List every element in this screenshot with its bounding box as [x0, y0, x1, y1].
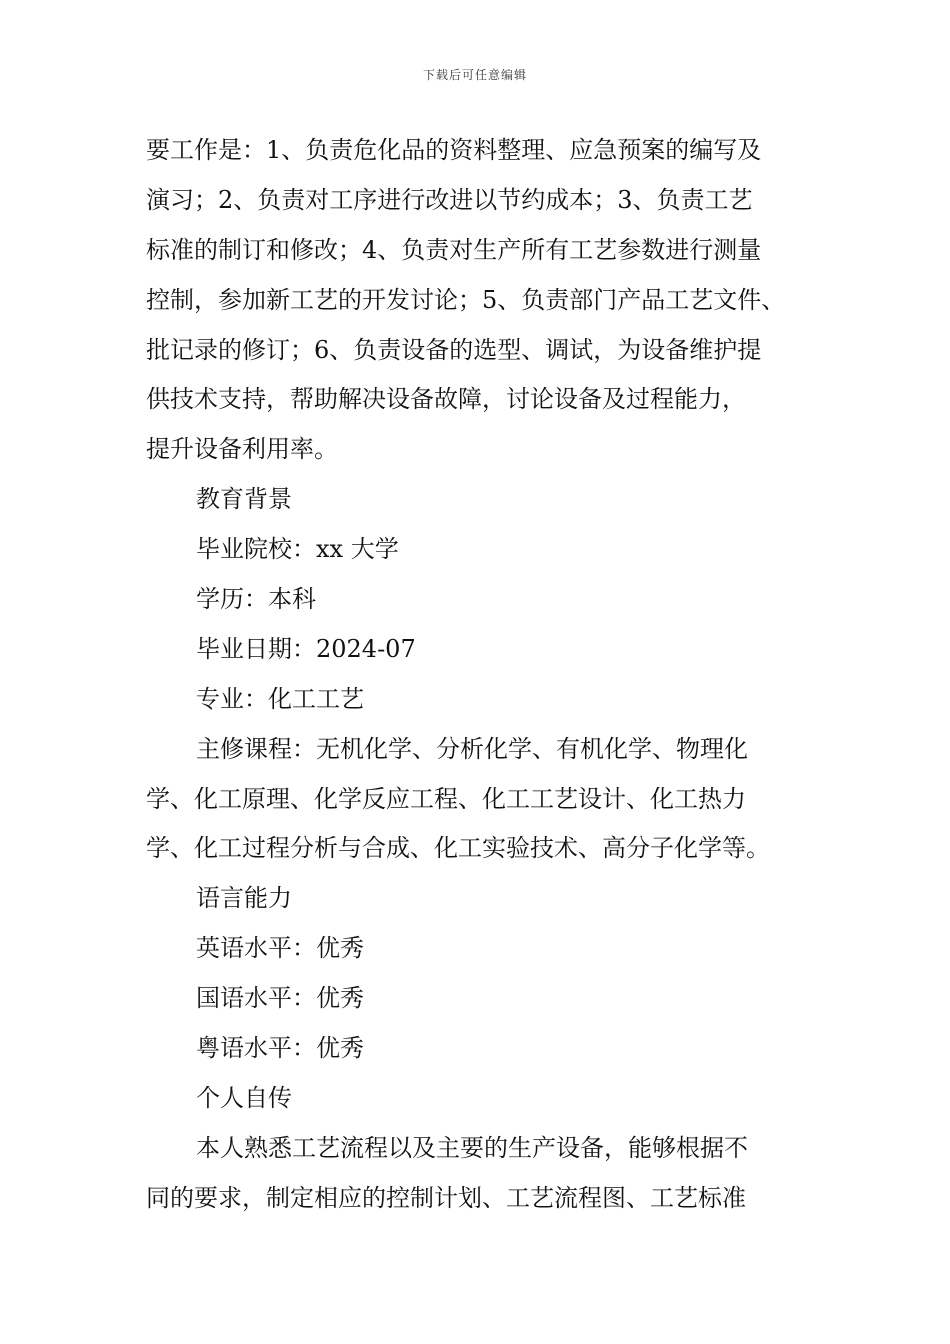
mandarin-level: 国语水平：优秀: [196, 984, 364, 1013]
degree: 学历：本科: [196, 585, 316, 614]
english-level: 英语水平：优秀: [196, 934, 364, 963]
courses-line: 学、化工原理、化学反应工程、化工工艺设计、化工热力: [146, 784, 746, 813]
section-heading-autobiography: 个人自传: [196, 1083, 292, 1112]
section-heading-language: 语言能力: [196, 884, 292, 913]
autobiography-line: 本人熟悉工艺流程以及主要的生产设备，能够根据不: [196, 1133, 748, 1162]
paragraph-line: 批记录的修订；6、负责设备的选型、调试，为设备维护提: [146, 335, 762, 364]
section-heading-education: 教育背景: [196, 485, 292, 514]
paragraph-line: 控制，参加新工艺的开发讨论；5、负责部门产品工艺文件、: [146, 285, 786, 314]
autobiography-line: 同的要求，制定相应的控制计划、工艺流程图、工艺标准: [146, 1183, 746, 1212]
paragraph-line: 演习；2、负责对工序进行改进以节约成本；3、负责工艺: [146, 185, 753, 214]
paragraph-line: 标准的制订和修改；4、负责对生产所有工艺参数进行测量: [146, 235, 762, 264]
paragraph-line: 要工作是：1、负责危化品的资料整理、应急预案的编写及: [146, 136, 762, 164]
header-note: 下载后可任意编辑: [422, 68, 527, 82]
paragraph-line: 供技术支持，帮助解决设备故障，讨论设备及过程能力，: [146, 385, 746, 414]
paragraph-line: 提升设备利用率。: [146, 435, 338, 464]
document-body: [146, 126, 816, 1224]
graduate-school: 毕业院校：xx 大学: [196, 535, 399, 564]
courses-line: 主修课程：无机化学、分析化学、有机化学、物理化: [196, 734, 748, 763]
major: 专业：化工工艺: [196, 684, 364, 713]
graduation-date: 毕业日期：2024-07: [196, 634, 416, 663]
courses-line: 学、化工过程分析与合成、化工实验技术、高分子化学等。: [146, 834, 770, 863]
cantonese-level: 粤语水平：优秀: [196, 1034, 364, 1063]
